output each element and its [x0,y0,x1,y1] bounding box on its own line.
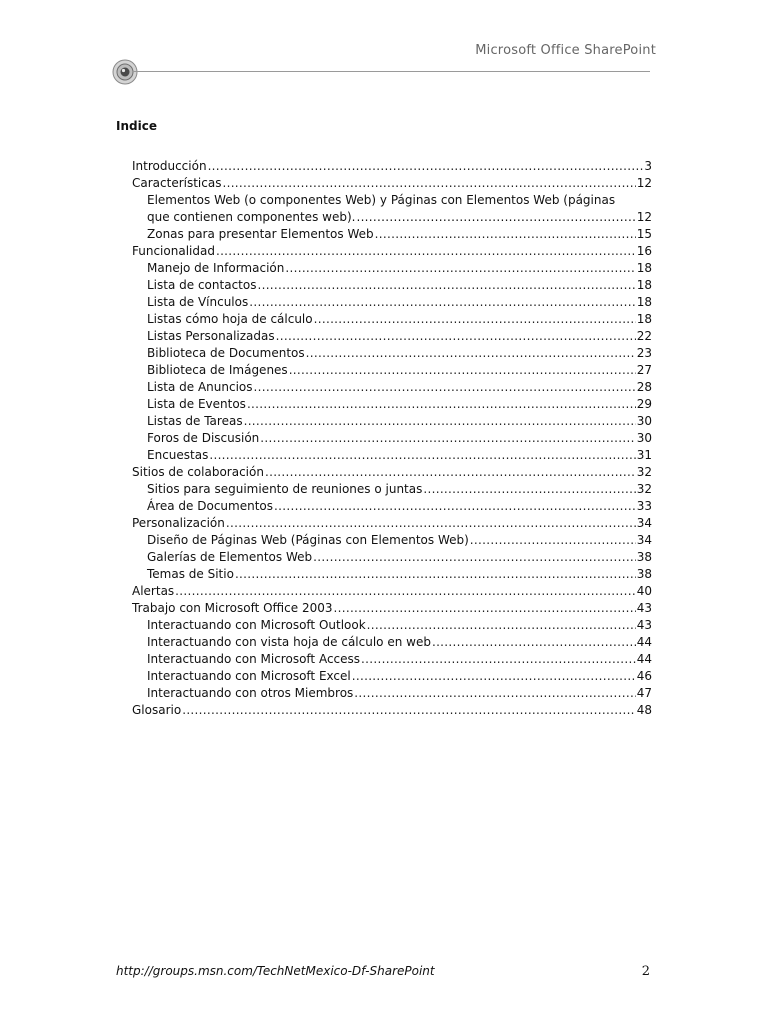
toc-entry-label: Biblioteca de Imágenes [147,363,288,377]
dot-leader [423,481,635,498]
toc-entry[interactable] [132,311,652,328]
toc-entry[interactable] [132,158,652,175]
toc-entry[interactable] [132,464,652,481]
toc-entry-label: Biblioteca de Documentos [147,346,305,360]
dot-leader [244,413,636,430]
toc-entry-label: Glosario [132,703,182,717]
disc-logo-icon [112,59,138,85]
dot-leader [356,209,635,226]
dot-leader [361,651,636,668]
toc-entry-label: Funcionalidad [132,244,215,258]
dot-leader [222,175,635,192]
toc-entry-label: Foros de Discusión [147,431,260,445]
dot-leader [216,243,636,260]
header-rule [132,71,650,72]
toc-entry[interactable] [132,277,652,294]
toc-entry-label-line1: Elementos Web (o componentes Web) y Páginas con Elementos Web (páginas [147,193,616,207]
footer-page-number: 2 [641,964,650,979]
toc-entry[interactable] [132,226,652,243]
toc-entry-label: Interactuando con vista hoja de cálculo en web [147,635,431,649]
toc-entry[interactable] [132,498,652,515]
toc-entry-page: 40 [636,584,652,598]
toc-entry-page: 18 [636,295,652,309]
dot-leader [265,464,636,481]
dot-leader [306,345,636,362]
dot-leader [375,226,636,243]
toc-entry[interactable] [132,651,652,668]
toc-entry-page: 44 [636,652,652,666]
toc-entry-label: Sitios para seguimiento de reuniones o juntas [147,482,423,496]
dot-leader [276,328,636,345]
toc-entry-label: Introducción [132,159,207,173]
toc-entry-label: Temas de Sitio [147,567,234,581]
dot-leader [313,549,636,566]
dot-leader [285,260,635,277]
toc-entry-page: 32 [636,465,652,479]
dot-leader [432,634,636,651]
toc-entry-page: 3 [644,159,652,173]
toc-entry[interactable] [132,396,652,413]
toc-entry-page: 28 [636,380,652,394]
toc-entry[interactable] [132,685,652,702]
toc-entry[interactable] [132,294,652,311]
dot-leader [274,498,636,515]
toc-entry-page: 18 [636,312,652,326]
toc-entry-page: 38 [636,567,652,581]
toc-entry-label: Lista de contactos [147,278,257,292]
toc-entry-page: 30 [636,414,652,428]
toc-entry-label: que contienen componentes web). [147,210,356,224]
dot-leader [209,447,635,464]
dot-leader [289,362,636,379]
toc-entry[interactable] [132,634,652,651]
toc-entry-page: 32 [636,482,652,496]
toc-entry-page: 44 [636,635,652,649]
toc-entry-label: Listas cómo hoja de cálculo [147,312,313,326]
toc-entry[interactable] [132,328,652,345]
toc-entry-page: 34 [636,533,652,547]
footer-url-link[interactable]: http://groups.msn.com/TechNetMexico-Df-SharePoint [116,964,435,978]
toc-entry-label: Área de Documentos [147,499,274,513]
toc-entry-label: Características [132,176,222,190]
toc-entry-label: Personalización [132,516,225,530]
toc-entry-page: 12 [636,210,652,224]
toc-entry-label: Listas de Tareas [147,414,243,428]
toc-entry-page: 43 [636,601,652,615]
dot-leader [367,617,636,634]
toc-entry-page: 48 [636,703,652,717]
toc-entry[interactable] [132,549,652,566]
dot-leader [235,566,636,583]
toc-entry-page: 47 [636,686,652,700]
toc-entry-page: 22 [636,329,652,343]
toc-entry-page: 46 [636,669,652,683]
toc-entry-label: Zonas para presentar Elementos Web [147,227,374,241]
toc-entry-label: Interactuando con Microsoft Access [147,652,361,666]
toc-entry[interactable] [132,379,652,396]
dot-leader [226,515,636,532]
toc-entry-page: 33 [636,499,652,513]
toc-entry-label: Diseño de Páginas Web (Páginas con Elementos Web) [147,533,469,547]
section-title: Indice [116,119,157,133]
toc-entry[interactable] [132,668,652,685]
toc-entry[interactable] [132,175,652,192]
header-title: Microsoft Office SharePoint [475,43,656,58]
toc-entry[interactable] [132,345,652,362]
toc-entry[interactable] [132,600,652,617]
toc-entry-label: Interactuando con Microsoft Excel [147,669,351,683]
toc-entry-label: Lista de Anuncios [147,380,253,394]
toc-entry-label: Lista de Eventos [147,397,246,411]
toc-entry[interactable] [132,243,652,260]
toc-entry-label: Lista de Vínculos [147,295,249,309]
dot-leader [260,430,635,447]
dot-leader [314,311,636,328]
toc-entry-label: Galerías de Elementos Web [147,550,313,564]
toc-entry-label: Listas Personalizadas [147,329,275,343]
toc-entry-page: 29 [636,397,652,411]
dot-leader [247,396,636,413]
toc-entry-page: 16 [636,244,652,258]
toc-entry-page: 18 [636,278,652,292]
table-of-contents [132,158,652,719]
toc-entry-page: 23 [636,346,652,360]
toc-entry[interactable] [132,192,652,226]
toc-entry-page: 27 [636,363,652,377]
dot-leader [470,532,636,549]
toc-entry-label: Sitios de colaboración [132,465,264,479]
dot-leader [254,379,636,396]
toc-entry-label: Interactuando con otros Miembros [147,686,354,700]
toc-entry-label: Alertas [132,584,175,598]
dot-leader [208,158,644,175]
toc-entry-page: 31 [636,448,652,462]
toc-entry-label: Manejo de Información [147,261,285,275]
toc-entry-label: Trabajo con Microsoft Office 2003 [132,601,333,615]
toc-entry-page: 34 [636,516,652,530]
toc-entry[interactable] [132,702,652,719]
dot-leader [354,685,635,702]
toc-entry[interactable] [132,260,652,277]
toc-entry-page: 43 [636,618,652,632]
toc-entry-page: 38 [636,550,652,564]
toc-entry-page: 12 [636,176,652,190]
dot-leader [175,583,636,600]
toc-entry[interactable] [132,566,652,583]
toc-entry[interactable] [132,532,652,549]
dot-leader [249,294,635,311]
toc-entry[interactable] [132,447,652,464]
toc-entry[interactable] [132,583,652,600]
dot-leader [333,600,635,617]
toc-entry[interactable] [132,617,652,634]
toc-entry[interactable] [132,362,652,379]
dot-leader [257,277,635,294]
toc-entry-page: 18 [636,261,652,275]
dot-leader [182,702,636,719]
toc-entry[interactable] [132,481,652,498]
toc-entry[interactable] [132,413,652,430]
dot-leader [352,668,636,685]
toc-entry-page: 30 [636,431,652,445]
toc-entry-label: Encuestas [147,448,209,462]
toc-entry-label: Interactuando con Microsoft Outlook [147,618,366,632]
toc-entry[interactable] [132,515,652,532]
toc-entry[interactable] [132,430,652,447]
toc-entry-page: 15 [636,227,652,241]
